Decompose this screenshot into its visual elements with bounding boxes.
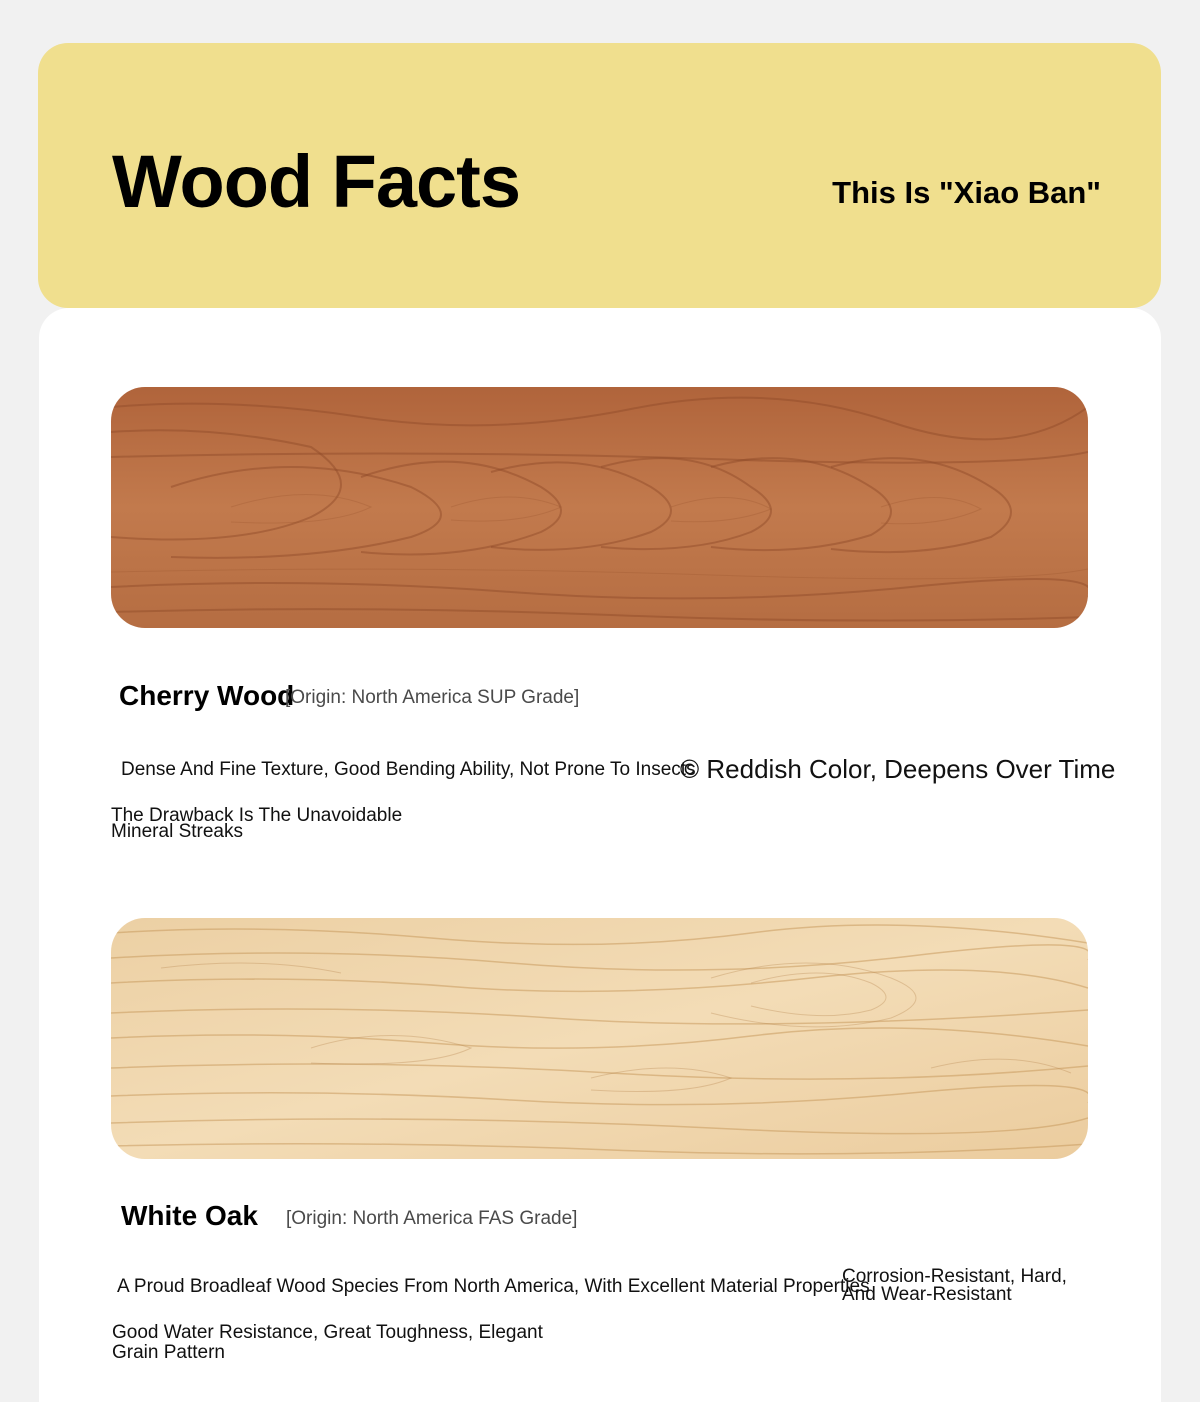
- white-oak-fact-resistance: [842, 1268, 1067, 1304]
- white-oak-fact-water-line2: Grain Pattern: [112, 1342, 225, 1363]
- white-oak-fact-broadleaf: A Proud Broadleaf Wood Species From North America, With Excellent Material Properties: [117, 1276, 870, 1297]
- cherry-wood-name: Cherry Wood: [119, 680, 295, 711]
- white-oak-grain-image: [111, 918, 1088, 1159]
- white-oak-origin: [Origin: North America FAS Grade]: [286, 1208, 578, 1229]
- white-oak-fact-resistance-line1: Corrosion-Resistant, Hard,: [842, 1266, 1067, 1287]
- header-banner: [38, 43, 1161, 308]
- page-title: Wood Facts: [112, 140, 520, 223]
- white-oak-fact-water-line1: Good Water Resistance, Great Toughness, Elegant: [112, 1322, 543, 1343]
- cherry-wood-fact-drawback-line2: Mineral Streaks: [111, 821, 243, 842]
- white-oak-texture: [111, 918, 1088, 1159]
- white-oak-fact-resistance-line2: And Wear-Resistant: [842, 1284, 1012, 1305]
- white-oak-name: White Oak: [121, 1200, 258, 1231]
- cherry-wood-texture: [111, 387, 1088, 628]
- cherry-wood-fact-texture: Dense And Fine Texture, Good Bending Ability, Not Prone To Insects: [121, 759, 696, 780]
- content-card: [39, 308, 1161, 1402]
- white-oak-fact-water: [112, 1323, 543, 1363]
- page-subtitle: This Is "Xiao Ban": [832, 175, 1101, 210]
- cherry-wood-fact-drawback-line1: The Drawback Is The Unavoidable: [111, 805, 403, 826]
- cherry-wood-fact-drawback: [111, 805, 403, 842]
- cherry-wood-grain-image: [111, 387, 1088, 628]
- cherry-wood-fact-color: © Reddish Color, Deepens Over Time: [680, 754, 1116, 784]
- cherry-wood-origin: [Origin: North America SUP Grade]: [285, 687, 580, 708]
